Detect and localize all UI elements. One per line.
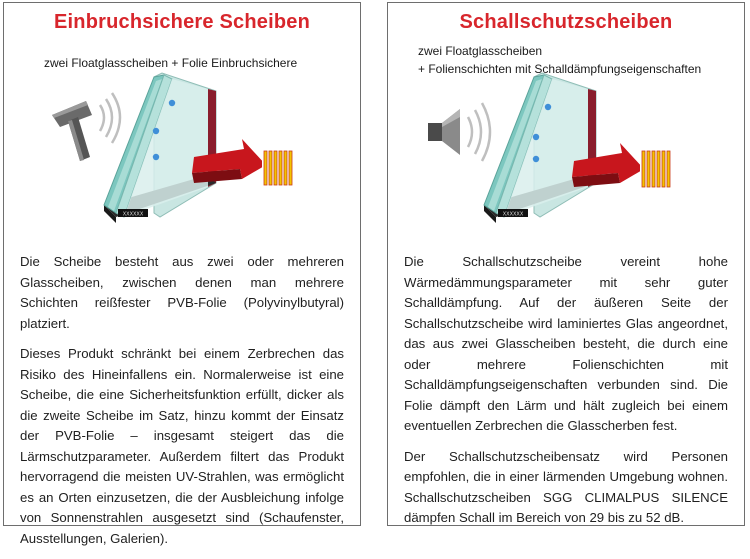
panel-body-text xyxy=(20,252,344,559)
svg-text:XXXXXX: XXXXXX xyxy=(502,211,524,218)
paragraph: Der Schallschutzscheibensatz wird Personen empfohlen, die in einer lärmenden Umgebung wohnen. Schallschutzscheiben SGG CLIMALPUS SILENCE dämpfen Schall im Bereich von 29 bis zu 52 dB. xyxy=(404,448,728,525)
speaker-icon xyxy=(428,109,460,155)
impact-waves-icon xyxy=(100,93,120,143)
panel-body-text xyxy=(404,252,728,539)
heat-radiator-icon xyxy=(640,149,670,189)
glass-caption-line1: zwei Floatglasscheiben xyxy=(418,44,543,58)
glass-illustration xyxy=(4,65,362,235)
glass-caption: zwei Floatglasscheiben + Folie Einbruchsichere xyxy=(44,56,298,70)
svg-text:XXXXXX: XXXXXX xyxy=(122,211,144,218)
heat-radiator-icon xyxy=(262,149,292,187)
hammer-icon xyxy=(52,101,92,161)
glass-caption-line2: + Folienschichten mit Schalldämpfungseigenschaften xyxy=(418,62,702,76)
paragraph: Dieses Produkt schränkt bei einem Zerbrechen das Risiko des Hineinfallens ein. Normalerweise ist eine Scheibe, die eine Sicherheitsfunktion erfüllt, dicker als die zweite Scheibe im Satz, hinzu kommt der Einsatz der PVB-Folie – insgesamt steigert das die Lärmschutzparameter. Außerdem filtert das Produkt hervorragend die meisten UV-Strahlen, was ermöglicht es an Orten einzusetzen, die der Ausbleichung infolge von Sonnenstrahlen ausgesetzt sind (Schaufenster, Ausstellungen, Galerien). xyxy=(20,346,344,546)
panel-title: Schallschutzscheiben xyxy=(459,11,673,33)
panel-burglar-resistant xyxy=(3,2,361,546)
glass-unit-icon xyxy=(484,73,596,223)
paragraph: Die Scheibe besteht aus zwei oder mehreren Glasscheiben, zwischen denen man mehrere Schichten reißfester PVB-Folie (Polyvinylbutyral) platziert. xyxy=(20,254,344,331)
glass-illustration xyxy=(388,65,746,235)
paragraph: Die Schallschutzscheibe vereint hohe Wärmedämmungsparameter mit sehr guter Schalldämpfung. Auf der äußeren Seite der Schallschutzscheibe wird laminiertes Glas angeordnet, das aus zwei Glasscheiben besteht, die durch eine oder mehrere Folienschichten mit Schalldämpfungseigenschaften verbunden sind. Die Folie dämpft den Lärm und hält zugleich bei einem eventuellen Zerbrechen die Glasscherben fest. xyxy=(404,254,728,433)
sound-waves-icon xyxy=(468,103,490,161)
panel-title: Einbruchsichere Scheiben xyxy=(54,11,310,33)
glass-unit-icon xyxy=(104,73,216,223)
panel-soundproof xyxy=(387,2,745,526)
